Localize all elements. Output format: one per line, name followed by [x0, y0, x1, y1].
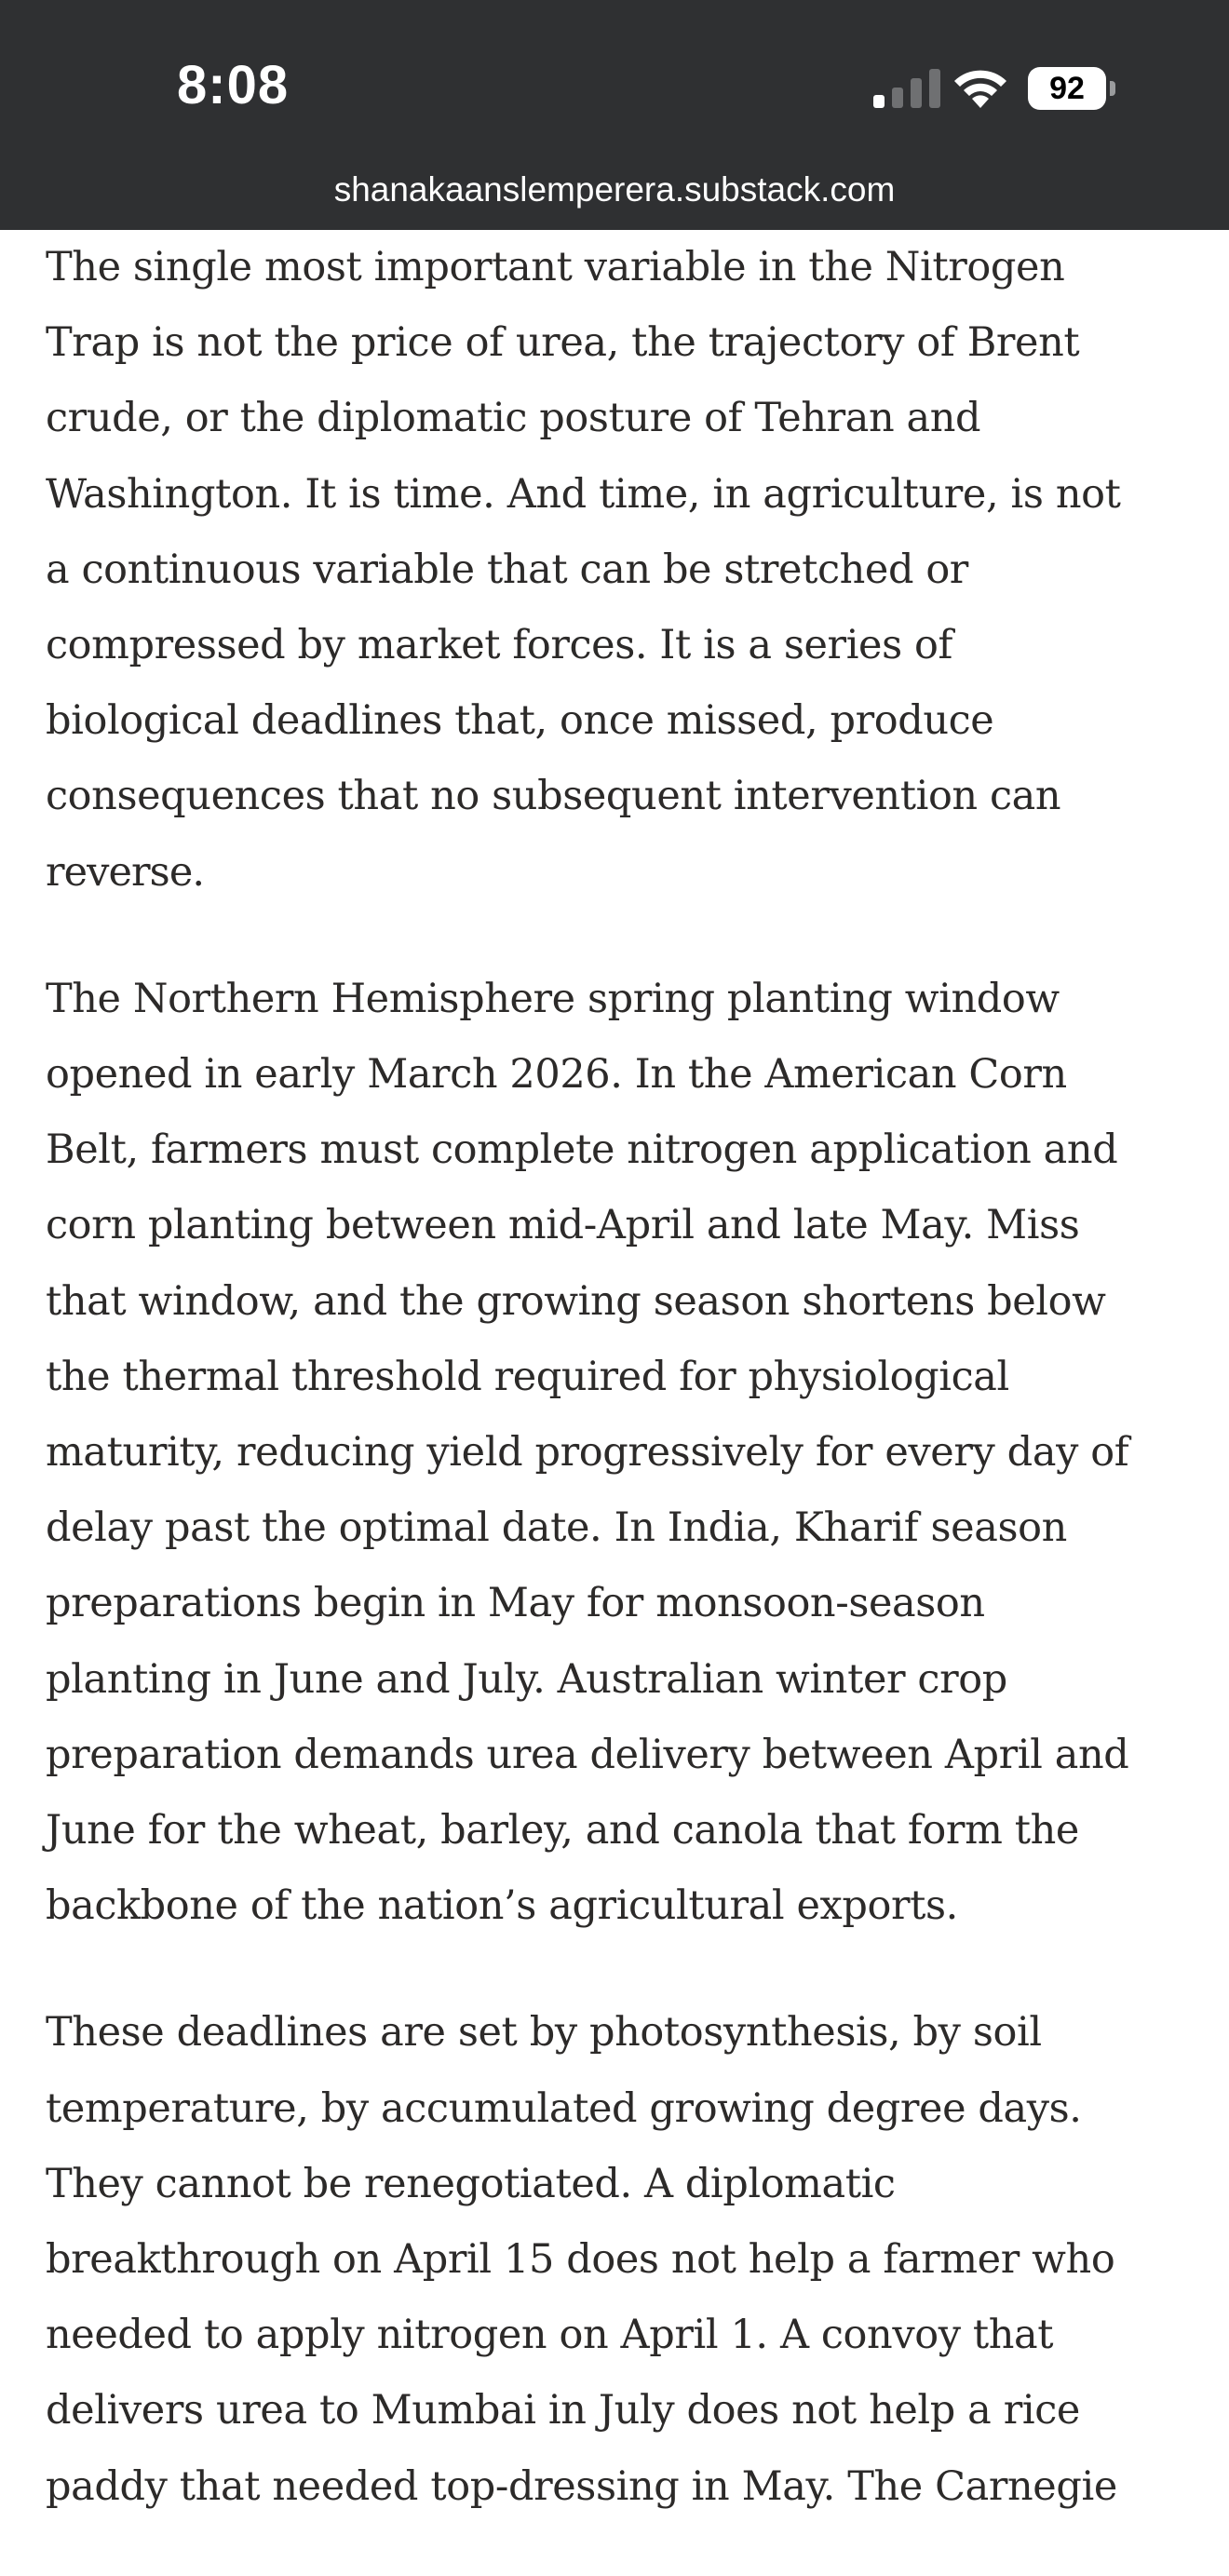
text-line: opened in early March 2026. In the American Corn	[46, 1051, 1067, 1099]
text-line: preparation demands urea delivery between April and	[46, 1731, 1129, 1778]
text-line: planting in June and July. Australian winter crop	[46, 1655, 1007, 1703]
text-line: backbone of the nation’s agricultural exports.	[46, 1882, 958, 1930]
status-bar	[0, 0, 1229, 230]
text-line: consequences that no subsequent intervention can	[46, 773, 1061, 820]
text-line: The single most important variable in the Nitrogen	[46, 244, 1065, 290]
text-line: delivers urea to Mumbai in July does not help a rice	[46, 2387, 1080, 2434]
text-line: a continuous variable that can be stretched or	[46, 546, 968, 593]
text-line: The Northern Hemisphere spring planting window	[46, 975, 1060, 1022]
text-line: These deadlines are set by photosynthesis, by soil	[46, 2009, 1042, 2057]
text-line: the thermal threshold required for physiological	[46, 1353, 1009, 1400]
battery-icon	[1028, 67, 1117, 110]
text-line: Washington. It is time. And time, in agriculture, is not	[46, 470, 1121, 518]
status-time: 8:08	[177, 55, 290, 115]
text-line: Belt, farmers must complete nitrogen application and	[46, 1126, 1118, 1174]
text-line: corn planting between mid-April and late May. Miss	[46, 1202, 1080, 1249]
text-line: preparations begin in May for monsoon-season	[46, 1580, 985, 1627]
paragraph-1	[46, 230, 1200, 910]
text-line: maturity, reducing yield progressively for every day of	[46, 1429, 1129, 1477]
text-line: crude, or the diplomatic posture of Tehran and	[46, 395, 981, 442]
battery-level: 92	[1028, 67, 1106, 110]
text-line: They cannot be renegotiated. A diplomatic	[46, 2160, 896, 2207]
paragraph-3	[46, 1995, 1200, 2524]
text-line: breakthrough on April 15 does not help a farmer who	[46, 2236, 1115, 2284]
text-line: paddy that needed top-dressing in May. The Carnegie	[46, 2462, 1117, 2510]
text-line: compressed by market forces. It is a series of	[46, 622, 952, 669]
text-line: delay past the optimal date. In India, Kharif season	[46, 1504, 1067, 1552]
battery-cap	[1110, 81, 1115, 96]
wifi-icon	[950, 65, 1011, 110]
url-bar[interactable]: shanakaanslemperera.substack.com	[333, 170, 896, 209]
text-line: reverse.	[46, 848, 205, 896]
signal-icon	[871, 67, 946, 110]
article-body	[46, 230, 1200, 2576]
text-line: that window, and the growing season shortens below	[46, 1277, 1106, 1325]
text-line: June for the wheat, barley, and canola that form the	[46, 1807, 1079, 1854]
text-line: temperature, by accumulated growing degree days.	[46, 2084, 1082, 2132]
text-line: Trap is not the price of urea, the trajectory of Brent	[46, 319, 1080, 367]
text-line: biological deadlines that, once missed, produce	[46, 697, 994, 745]
text-line: needed to apply nitrogen on April 1. A convoy that	[46, 2312, 1054, 2359]
paragraph-2	[46, 962, 1200, 1945]
